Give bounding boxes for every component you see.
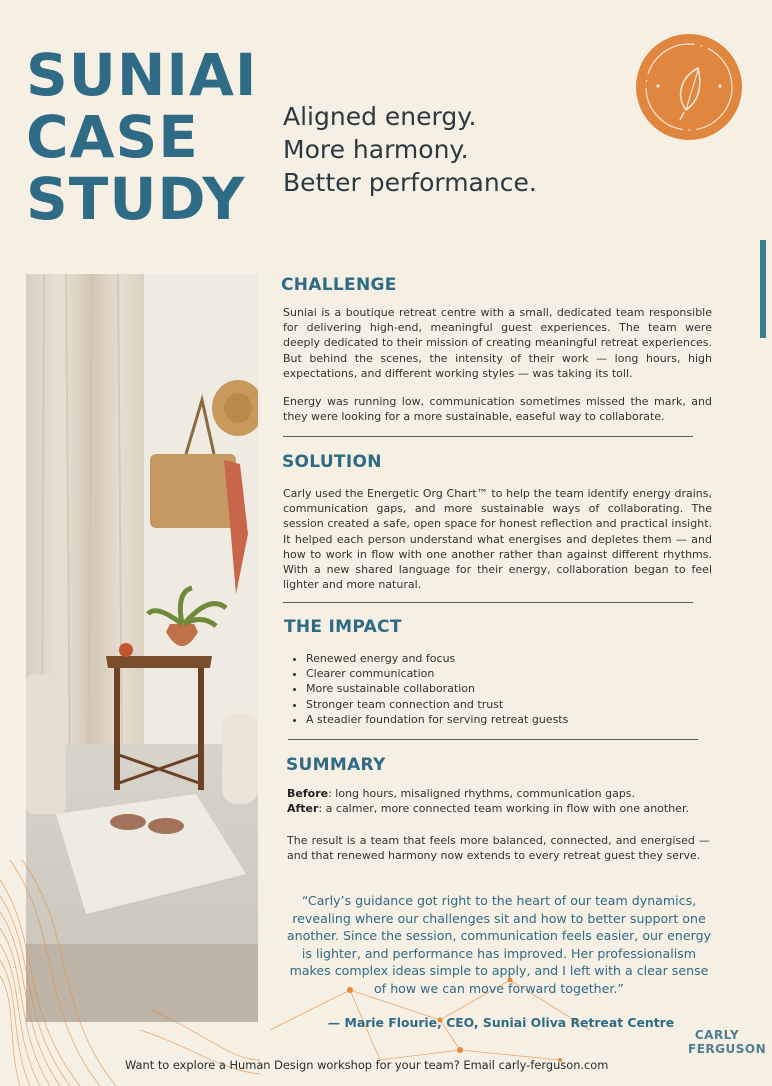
solution-paragraph: Carly used the Energetic Org Chart™ to help the team identify energy drains, communication gaps, and more sustainable ways of collaborating. The session created a safe, open space for honest reflection and practical insight. It helped each person understand what energises and depletes them — and how to work in flow with one another rather than against different rhythms. With a new shared language for their energy, collaboration began to feel lighter and more natural. <box>283 487 712 592</box>
title-line-1: SUNIAI <box>26 41 258 109</box>
list-item: • Stronger team connection and trust <box>306 697 568 712</box>
summary-after <box>287 802 689 815</box>
section-divider <box>288 739 698 740</box>
title-line-3: STUDY <box>26 165 246 233</box>
leaf-icon <box>636 34 742 140</box>
before-label: Before <box>287 787 329 800</box>
tagline-line-3: Better performance. <box>283 168 537 197</box>
after-text: : a calmer, more connected team working in flow with one another. <box>318 802 689 815</box>
impact-heading: THE IMPACT <box>284 617 402 637</box>
brand-logo <box>688 1028 767 1056</box>
page-title <box>26 41 258 233</box>
tagline <box>283 100 537 199</box>
section-divider <box>283 436 693 437</box>
tagline-line-2: More harmony. <box>283 135 469 164</box>
challenge-paragraph-2: Energy was running low, communication sometimes missed the mark, and they were looking for a more sustainable, easeful way to collaborate. <box>283 395 712 424</box>
list-item: • More sustainable collaboration <box>306 681 568 696</box>
footer-cta: Want to explore a Human Design workshop for your team? Email carly-ferguson.com <box>125 1058 609 1072</box>
list-item: • A steadier foundation for serving retreat guests <box>306 712 568 727</box>
wave-pattern-decoration <box>0 860 260 1086</box>
brand-line-2: FERGUSON <box>688 1042 767 1056</box>
before-text: : long hours, misaligned rhythms, communication gaps. <box>328 787 636 800</box>
solution-heading: SOLUTION <box>282 452 382 472</box>
brand-line-1: CARLY <box>694 1028 740 1042</box>
edge-accent-bar <box>760 240 766 338</box>
challenge-paragraph-1: Suniai is a boutique retreat centre with a small, dedicated team responsible for delivering high-end, meaningful guest experiences. The team were deeply dedicated to their mission of creating meaningful retreat experiences. But behind the scenes, the intensity of their work — long hours, high expectations, and different working styles — was taking its toll. <box>283 306 712 380</box>
testimonial-attribution: — Marie Flourie, CEO, Suniai Oliva Retreat Centre <box>327 1015 675 1030</box>
summary-before <box>287 787 635 800</box>
tagline-line-1: Aligned energy. <box>283 102 477 131</box>
section-divider <box>283 602 693 603</box>
challenge-heading: CHALLENGE <box>281 275 397 295</box>
impact-list <box>290 651 568 727</box>
testimonial-quote: “Carly’s guidance got right to the heart of our team dynamics, revealing where our challenges sit and how to better support one another. Since the session, communication feels easier, our energy is lighter, and performance has improved. Her professionalism makes complex ideas simple to apply, and I left with a clear sense of how we can move forward together.” <box>286 893 712 996</box>
list-item: • Clearer communication <box>306 666 568 681</box>
summary-result: The result is a team that feels more balanced, connected, and energised — and that renewed harmony now extends to every retreat guest they serve. <box>287 834 710 863</box>
after-label: After <box>287 802 319 815</box>
title-line-2: CASE <box>26 103 199 171</box>
list-item: • Renewed energy and focus <box>306 651 568 666</box>
logo-badge <box>636 34 742 140</box>
summary-heading: SUMMARY <box>286 755 386 775</box>
